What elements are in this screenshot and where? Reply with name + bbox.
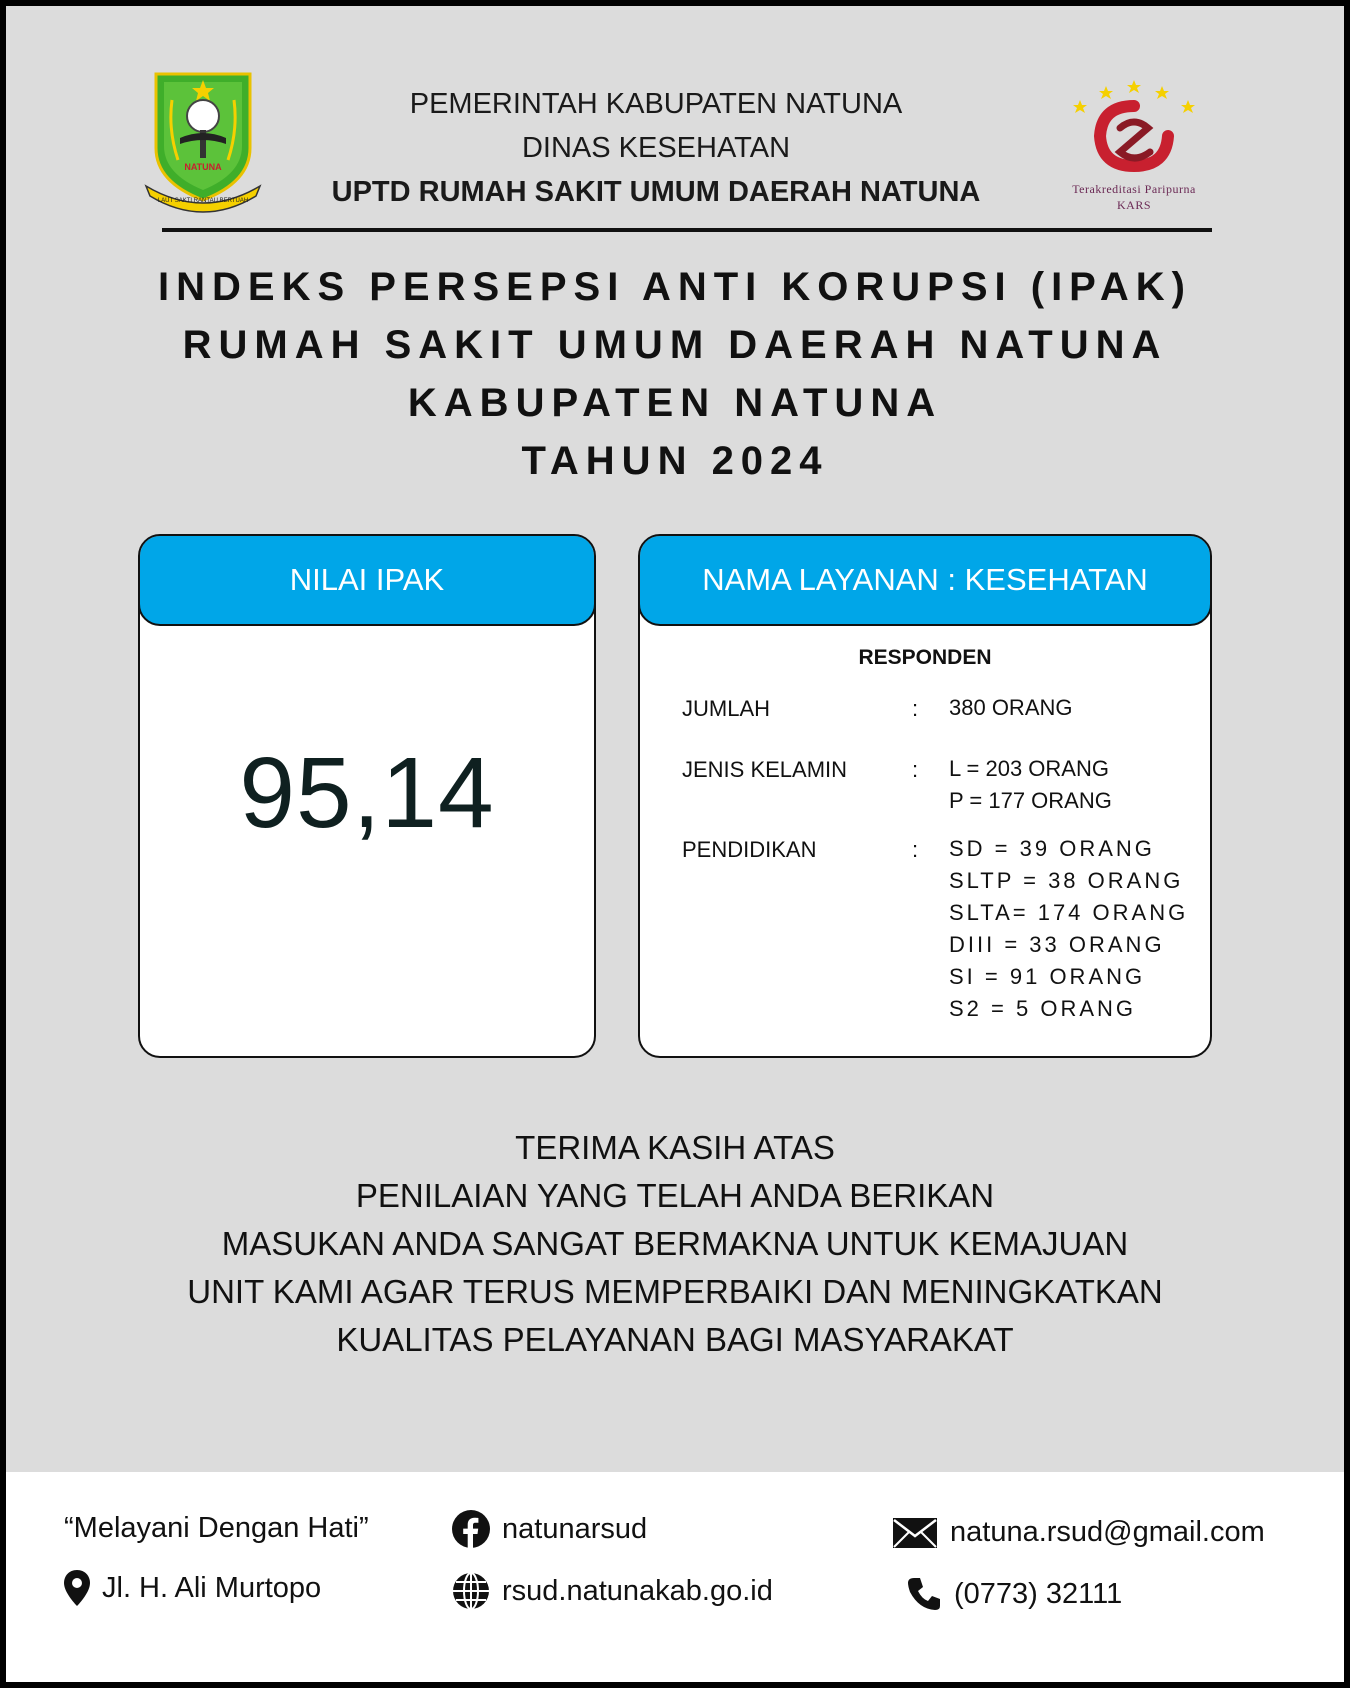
phone-number[interactable]: (0773) 32111 <box>954 1577 1123 1610</box>
crest-natuna-text: NATUNA <box>184 162 222 172</box>
website-link[interactable]: rsud.natunakab.go.id <box>502 1574 773 1607</box>
ipak-score-value: 95,14 <box>239 737 495 849</box>
thank-you-message <box>6 1124 1344 1364</box>
footer <box>6 1472 1344 1682</box>
phone-icon <box>906 1576 942 1612</box>
title-line-1: INDEKS PERSEPSI ANTI KORUPSI (IPAK) <box>158 265 1192 309</box>
kars-accreditation-line2: KARS <box>1116 198 1151 212</box>
footer-facebook[interactable] <box>452 1510 647 1548</box>
kars-emblem-icon <box>1050 76 1218 176</box>
natuna-crest-logo <box>144 70 262 218</box>
globe-icon <box>452 1572 490 1610</box>
education-diii: DIII = 33 ORANG <box>949 932 1165 957</box>
education-sd: SD = 39 ORANG <box>949 836 1155 861</box>
header-department: DINAS KESEHATAN <box>521 132 791 164</box>
header <box>6 6 1344 246</box>
education-si: SI = 91 ORANG <box>949 964 1146 989</box>
education-label: PENDIDIKAN <box>682 837 817 862</box>
footer-address <box>64 1570 321 1606</box>
header-divider <box>162 228 1212 232</box>
footer-motto <box>64 1512 369 1545</box>
respondent-title: RESPONDEN <box>858 646 992 669</box>
footer-email[interactable] <box>892 1516 1265 1549</box>
gender-label: JENIS KELAMIN <box>682 757 848 782</box>
location-pin-icon <box>64 1570 90 1606</box>
gender-male-value: L = 203 ORANG <box>949 756 1109 781</box>
service-card-heading: NAMA LAYANAN : KESEHATAN <box>638 534 1212 626</box>
address-text: Jl. H. Ali Murtopo <box>102 1571 322 1604</box>
service-respondent-card <box>638 534 1212 1058</box>
thanks-line-5: KUALITAS PELAYANAN BAGI MASYARAKAT <box>336 1321 1014 1358</box>
education-slta: SLTA= 174 ORANG <box>949 900 1189 925</box>
title-line-2: RUMAH SAKIT UMUM DAERAH NATUNA <box>182 323 1168 367</box>
gender-female-value: P = 177 ORANG <box>949 788 1112 813</box>
jumlah-label: JUMLAH <box>682 696 771 721</box>
title-block <box>6 258 1344 490</box>
header-text-block <box>286 82 1026 214</box>
header-government: PEMERINTAH KABUPATEN NATUNA <box>409 88 903 120</box>
thanks-line-3: MASUKAN ANDA SANGAT BERMAKNA UNTUK KEMAJUAN <box>221 1225 1129 1262</box>
thanks-line-4: UNIT KAMI AGAR TERUS MEMPERBAIKI DAN MENINGKATKAN <box>187 1273 1163 1310</box>
footer-phone[interactable] <box>906 1576 1122 1612</box>
title-line-4: TAHUN 2024 <box>521 439 829 483</box>
title-line-3: KABUPATEN NATUNA <box>407 381 943 425</box>
ipak-score-card <box>138 534 596 1058</box>
motto-text: “Melayani Dengan Hati” <box>64 1512 369 1544</box>
crest-motto-text: LAUT SAKTI RANTAU BERTUAH <box>157 198 249 204</box>
thanks-line-1: TERIMA KASIH ATAS <box>515 1129 835 1166</box>
gender-colon: : <box>912 757 919 782</box>
email-address[interactable]: natuna.rsud@gmail.com <box>950 1516 1265 1548</box>
header-institution: UPTD RUMAH SAKIT UMUM DAERAH NATUNA <box>331 176 981 208</box>
jumlah-colon: : <box>912 696 919 721</box>
thanks-line-2: PENILAIAN YANG TELAH ANDA BERIKAN <box>355 1177 995 1214</box>
education-sltp: SLTP = 38 ORANG <box>949 868 1184 893</box>
education-s2: S2 = 5 ORANG <box>949 996 1137 1021</box>
ipak-card-heading: NILAI IPAK <box>138 534 596 626</box>
kars-accreditation-line1: Terakreditasi Paripurna <box>1072 182 1196 196</box>
email-envelope-icon <box>892 1517 938 1549</box>
kars-accreditation-logo <box>1050 76 1218 216</box>
education-colon: : <box>912 837 919 862</box>
jumlah-value: 380 ORANG <box>949 695 1073 720</box>
page <box>6 6 1344 1682</box>
footer-website[interactable] <box>452 1572 773 1610</box>
facebook-icon <box>452 1510 490 1548</box>
facebook-handle[interactable]: natunarsud <box>502 1512 648 1545</box>
